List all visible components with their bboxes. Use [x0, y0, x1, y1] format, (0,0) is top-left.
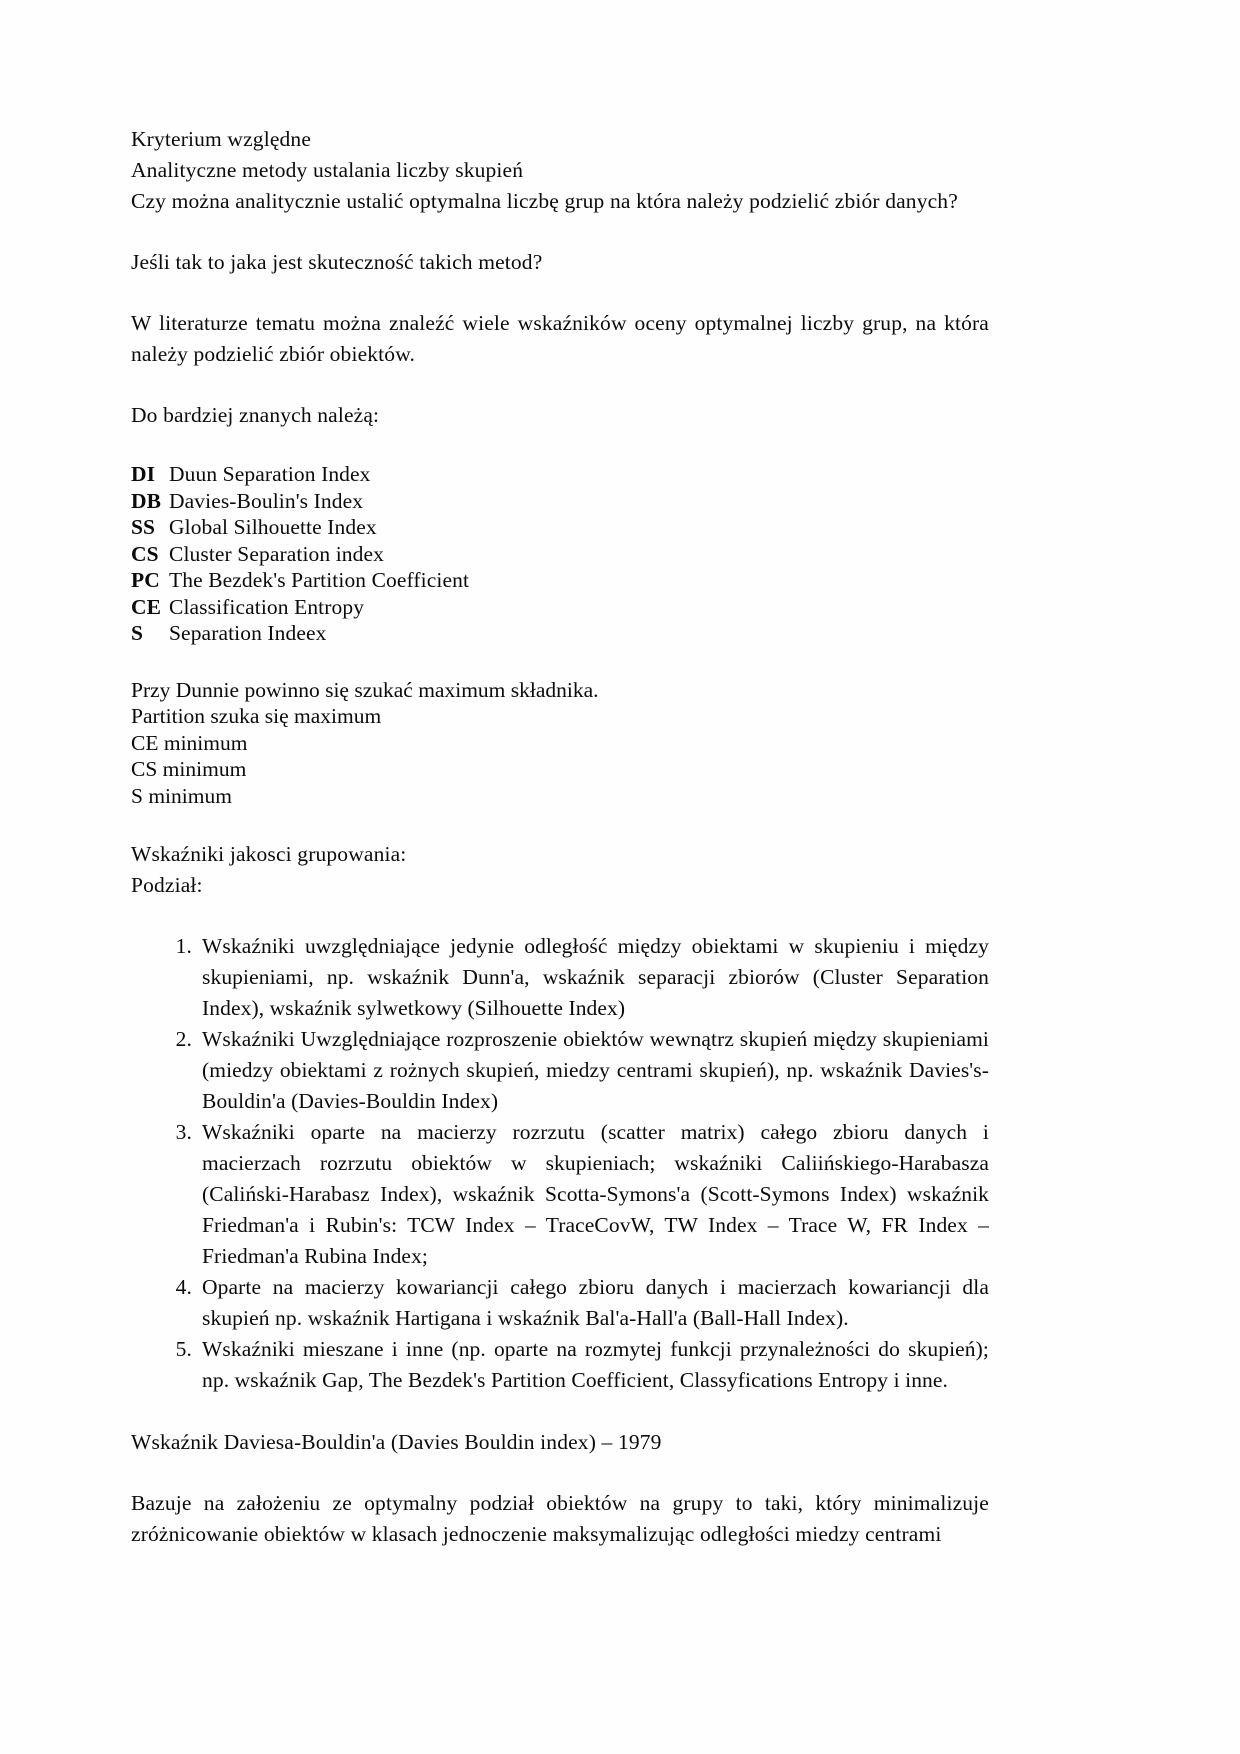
index-name: Duun Separation Index: [169, 462, 371, 486]
index-abbr: PC: [131, 568, 160, 592]
index-name: Separation Indeex: [169, 621, 327, 645]
intro-question-2: Jeśli tak to jaka jest skuteczność takich metod?: [131, 250, 543, 274]
list-item: Wskaźniki oparte na macierzy rozrzutu (scatter matrix) całego zbioru danych i macierzach rozrzutu obiektów w skupieniach; wskaźniki Caliińskiego-Harabasza (Caliński-Harabasz Index), wskaźnik Scotta-Symons'a (Scott-Symons Index) wskaźnik Friedman'a i Rubin's: TCW Index – TraceCovW, TW Index – Trace W, FR Index – Friedman'a Rubina Index;: [202, 1120, 989, 1268]
page-content: [131, 124, 989, 1550]
heading-line-1: Kryterium względne: [131, 127, 312, 151]
list-item: Wskaźniki mieszane i inne (np. oparte na rozmytej funkcji przynależności do skupień); np. wskaźnik Gap, The Bezdek's Partition Coefficient, Classyfications Entropy i inne.: [202, 1337, 989, 1392]
known-indices-lead: Do bardziej znanych należą:: [131, 403, 380, 427]
optimum-note: CE minimum: [131, 730, 248, 755]
spacer: [131, 1396, 989, 1427]
spacer: [131, 431, 989, 461]
heading-line-2: Analityczne metody ustalania liczby skupień: [131, 158, 524, 182]
spacer: [131, 370, 989, 400]
list-item: [131, 461, 989, 488]
index-abbreviation-list: [131, 461, 989, 647]
spacer: [131, 217, 989, 247]
list-item: [131, 541, 989, 568]
optimum-note: Przy Dunnie powinno się szukać maximum składnika.: [131, 677, 599, 702]
list-item: [131, 620, 989, 647]
quality-numbered-list: [131, 931, 989, 1396]
optimum-note: CS minimum: [131, 757, 247, 781]
intro-paragraph: W literaturze tematu można znaleźć wiele wskaźników oceny optymalnej liczby grup, na która należy podzielić zbiór obiektów.: [131, 311, 989, 366]
index-name: Cluster Separation index: [169, 541, 384, 566]
optimum-note: Partition szuka się maximum: [131, 704, 382, 728]
davies-bouldin-paragraph: Bazuje na założeniu ze optymalny podział obiektów na grupy to taki, który minimalizuje zróżnicowanie obiektów w klasach jednoczenie maksymalizując odległości miedzy centrami: [131, 1491, 989, 1546]
list-item: [131, 514, 989, 541]
spacer: [131, 901, 989, 931]
intro-question-1: Czy można analitycznie ustalić optymalna liczbę grup na która należy podzielić zbiór danych?: [131, 189, 958, 213]
optimum-note: S minimum: [131, 783, 232, 808]
list-item: Wskaźniki uwzględniające jedynie odległość między obiektami w skupieniu i między skupieniami, np. wskaźnik Dunn'a, wskaźnik separacji zbiorów (Cluster Separation Index), wskaźnik sylwetkowy (Silhouette Index): [202, 934, 989, 1020]
spacer: [131, 278, 989, 308]
spacer: [131, 647, 989, 677]
index-abbr: S: [131, 621, 144, 645]
list-item: [131, 594, 989, 621]
index-name: Classification Entropy: [169, 594, 365, 619]
index-abbr: CE: [131, 594, 162, 619]
quality-subheading: Podział:: [131, 873, 203, 897]
quality-heading: Wskaźniki jakosci grupowania:: [131, 842, 407, 866]
index-name: The Bezdek's Partition Coefficient: [169, 568, 470, 592]
davies-bouldin-heading: Wskaźnik Daviesa-Bouldin'a (Davies Bouldin index) – 1979: [131, 1430, 662, 1454]
list-item: [131, 488, 989, 515]
index-abbr: SS: [131, 515, 156, 539]
index-abbr: CS: [131, 541, 159, 566]
spacer: [131, 809, 989, 839]
spacer: [131, 1458, 989, 1488]
index-abbr: DI: [131, 462, 156, 486]
index-abbr: DB: [131, 488, 162, 513]
list-item: Oparte na macierzy kowariancji całego zbioru danych i macierzach kowariancji dla skupień np. wskaźnik Hartigana i wskaźnik Bal'a-Hall'a (Ball-Hall Index).: [202, 1275, 989, 1330]
list-item: [131, 567, 989, 594]
index-name: Davies-Boulin's Index: [169, 488, 364, 513]
list-item: Wskaźniki Uwzględniające rozproszenie obiektów wewnątrz skupień między skupieniami (miedzy obiektami z rożnych skupień, miedzy centrami skupień), np. wskaźnik Davies's-Bouldin'a (Davies-Bouldin Index): [202, 1027, 989, 1113]
index-name: Global Silhouette Index: [169, 515, 377, 539]
